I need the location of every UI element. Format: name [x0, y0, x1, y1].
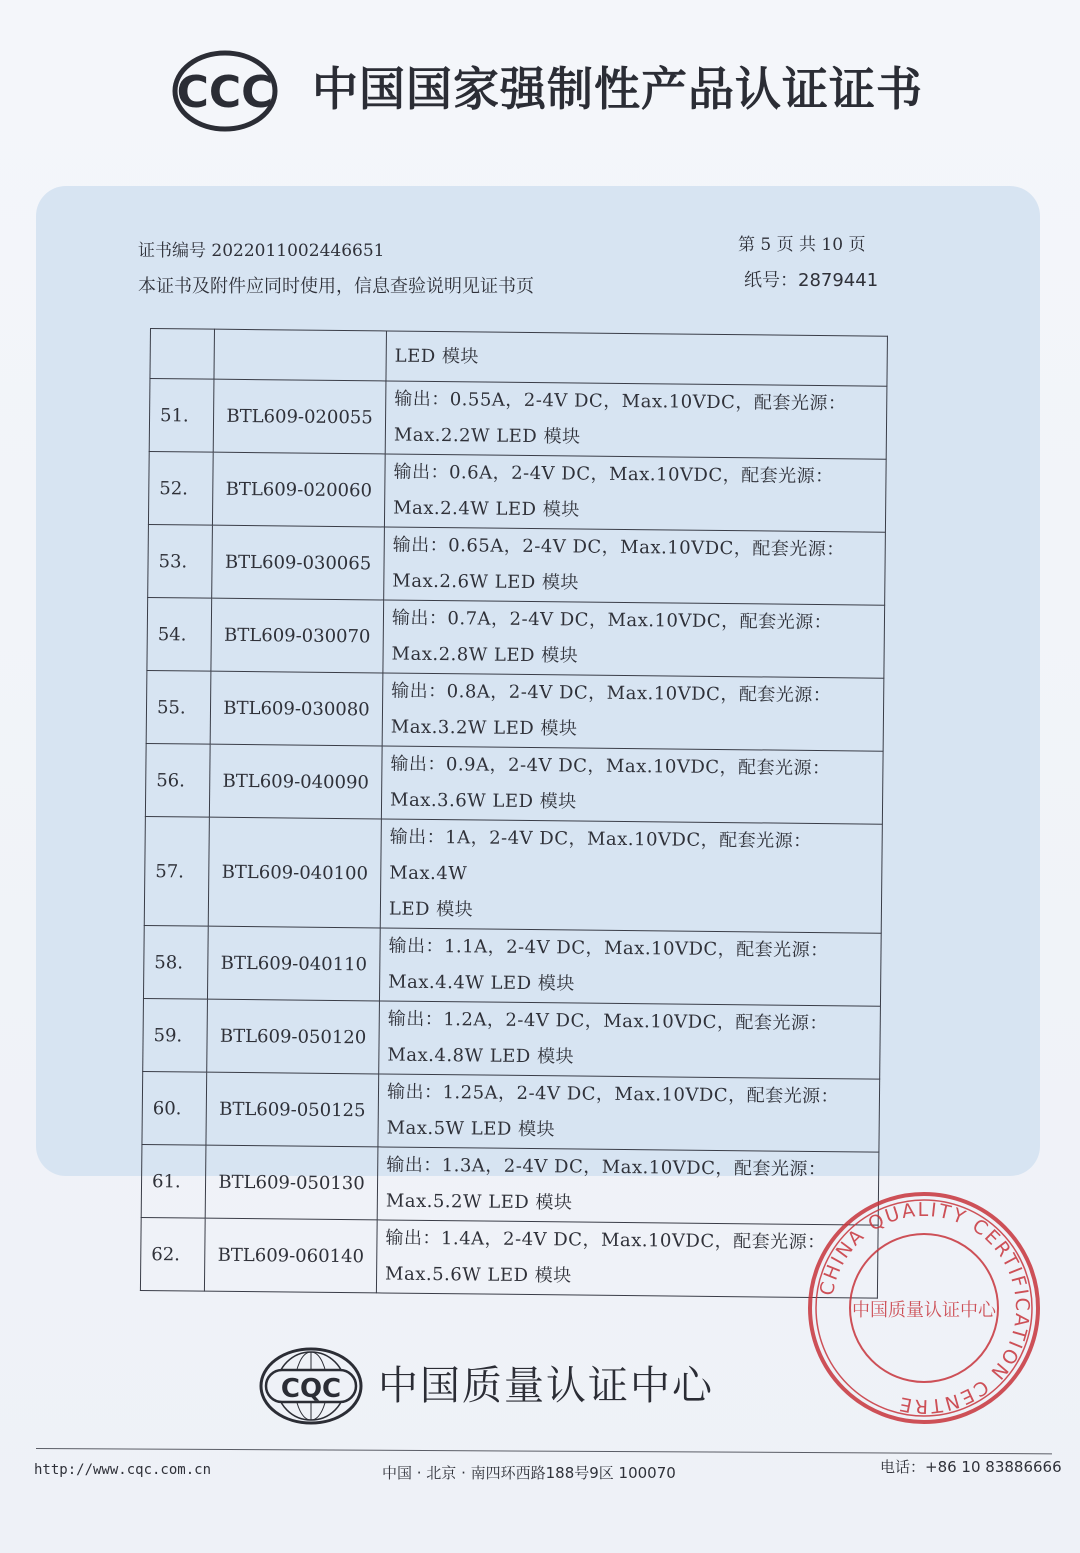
description-line-1: 输出：1A，2-4V DC，Max.10VDC，配套光源：Max.4W [389, 826, 812, 885]
description-line-1: 输出：0.6A，2-4V DC，Max.10VDC，配套光源： [393, 461, 834, 488]
description-cell [384, 527, 886, 605]
ccc-logo-text: CCC [176, 67, 274, 118]
description-line-1: 输出：0.55A，2-4V DC，Max.10VDC，配套光源： [394, 388, 847, 415]
paper-number: 纸号：2879441 [744, 270, 879, 291]
description-line-1: 输出：1.2A，2-4V DC，Max.10VDC，配套光源： [387, 1008, 829, 1035]
model-cell: BTL609-030065 [212, 525, 385, 600]
index-cell: 58. [143, 925, 208, 999]
model-cell: BTL609-060140 [204, 1218, 377, 1293]
description-line-1: 输出：1.4A，2-4V DC，Max.10VDC，配套光源： [385, 1227, 826, 1254]
model-cell: BTL609-040100 [208, 817, 381, 928]
description-cell [379, 928, 881, 1006]
index-cell: 52. [148, 451, 213, 525]
description-line-2: Max.5.2W LED 模块 [385, 1190, 573, 1214]
index-cell: 57. [144, 816, 209, 926]
seal-outer-text: CHINA QUALITY CERTIFICATION CENTRE [815, 1198, 1034, 1418]
description-line-1: 输出：0.7A，2-4V DC，Max.10VDC，配套光源： [391, 607, 833, 634]
cqc-name: 中国质量认证中心 [378, 1363, 714, 1409]
certification-seal-icon [806, 1190, 1042, 1426]
model-cell: BTL609-040090 [209, 744, 382, 819]
footer-address: 中国 · 北京 · 南四环西路188号9区 100070 [382, 1464, 676, 1482]
model-cell [214, 329, 387, 381]
description-cell: LED 模块 [386, 331, 887, 386]
cqc-logo-icon [258, 1346, 364, 1426]
description-line-1: 输出：0.9A，2-4V DC，Max.10VDC，配套光源： [390, 753, 831, 780]
index-cell: 61. [141, 1144, 206, 1218]
description-line-1: 输出：1.1A，2-4V DC，Max.10VDC，配套光源： [388, 935, 829, 962]
table-row [142, 1071, 880, 1152]
table-row [148, 524, 886, 605]
index-cell: 55. [146, 670, 211, 744]
table-row [147, 597, 885, 678]
table-row [143, 925, 881, 1006]
description-line-2: Max.3.6W LED 模块 [389, 789, 577, 813]
table-row [140, 1217, 878, 1298]
description-line-1: 输出：0.8A，2-4V DC，Max.10VDC，配套光源： [391, 680, 832, 707]
description-line-2: Max.5W LED 模块 [386, 1117, 556, 1141]
description-cell [382, 673, 884, 751]
table-row [145, 743, 883, 824]
description-line-2: Max.2.2W LED 模块 [393, 424, 581, 448]
table-row [150, 329, 887, 387]
seal-inner-text: 中国质量认证中心 [852, 1300, 996, 1321]
description-cell [377, 1147, 879, 1225]
table-row [143, 998, 881, 1079]
table-row [146, 670, 884, 751]
model-cell: BTL609-030080 [210, 671, 383, 746]
description-line-1: 输出：0.65A，2-4V DC，Max.10VDC，配套光源： [392, 534, 845, 561]
usage-notice: 本证书及附件应同时使用，信息查验说明见证书页 [138, 276, 534, 297]
description-line-2: Max.4.8W LED 模块 [387, 1044, 575, 1068]
description-line-2: Max.2.4W LED 模块 [393, 497, 580, 521]
footer-phone: 电话：+86 10 83886666 [880, 1458, 1062, 1476]
model-cell: BTL609-050125 [206, 1072, 379, 1147]
table-row [141, 1144, 879, 1225]
description-cell [376, 1220, 878, 1298]
product-table [140, 328, 888, 1299]
model-cell: BTL609-020055 [213, 379, 386, 454]
footer-url: http://www.cqc.com.cn [34, 1462, 212, 1478]
index-cell: 53. [148, 524, 213, 598]
index-cell: 59. [143, 998, 208, 1072]
page-info: 第 5 页 共 10 页 [738, 235, 866, 255]
description-line-2: LED 模块 [388, 898, 474, 921]
index-cell: 60. [142, 1071, 207, 1145]
description-line-2: Max.2.6W LED 模块 [392, 570, 580, 594]
description-line-2: Max.4.4W LED 模块 [388, 971, 575, 995]
index-cell [150, 329, 215, 380]
description-line-2: Max.2.8W LED 模块 [391, 643, 579, 667]
model-cell: BTL609-050120 [207, 999, 380, 1074]
index-cell: 51. [149, 379, 214, 453]
table-row [149, 379, 887, 460]
description-cell [380, 819, 882, 933]
footer-divider [36, 1448, 1052, 1454]
certificate-title: 中国国家强制性产品认证证书 [312, 62, 923, 116]
description-line-2: Max.3.2W LED 模块 [390, 716, 578, 740]
model-cell: BTL609-050130 [205, 1145, 378, 1220]
description-line-2: Max.5.6W LED 模块 [384, 1263, 572, 1287]
cqc-logo-text: CQC [280, 1374, 342, 1404]
description-cell [384, 454, 886, 532]
ccc-logo-icon [172, 50, 278, 132]
cert-number: 证书编号 2022011002446651 [138, 241, 385, 261]
index-cell: 54. [147, 597, 212, 671]
table-row [144, 816, 882, 933]
description-cell [378, 1074, 880, 1152]
description-cell [381, 746, 883, 824]
description-cell [383, 600, 885, 678]
table-row [148, 451, 886, 532]
description-cell [385, 381, 887, 459]
description-line-1: 输出：1.3A，2-4V DC，Max.10VDC，配套光源： [386, 1154, 827, 1181]
model-cell: BTL609-030070 [211, 598, 384, 673]
model-cell: BTL609-020060 [212, 452, 385, 527]
model-cell: BTL609-040110 [207, 926, 380, 1001]
description-cell [379, 1001, 881, 1079]
description-line-1: 输出：1.25A，2-4V DC，Max.10VDC，配套光源： [386, 1081, 840, 1108]
index-cell: 56. [145, 743, 210, 817]
index-cell: 62. [140, 1217, 205, 1291]
